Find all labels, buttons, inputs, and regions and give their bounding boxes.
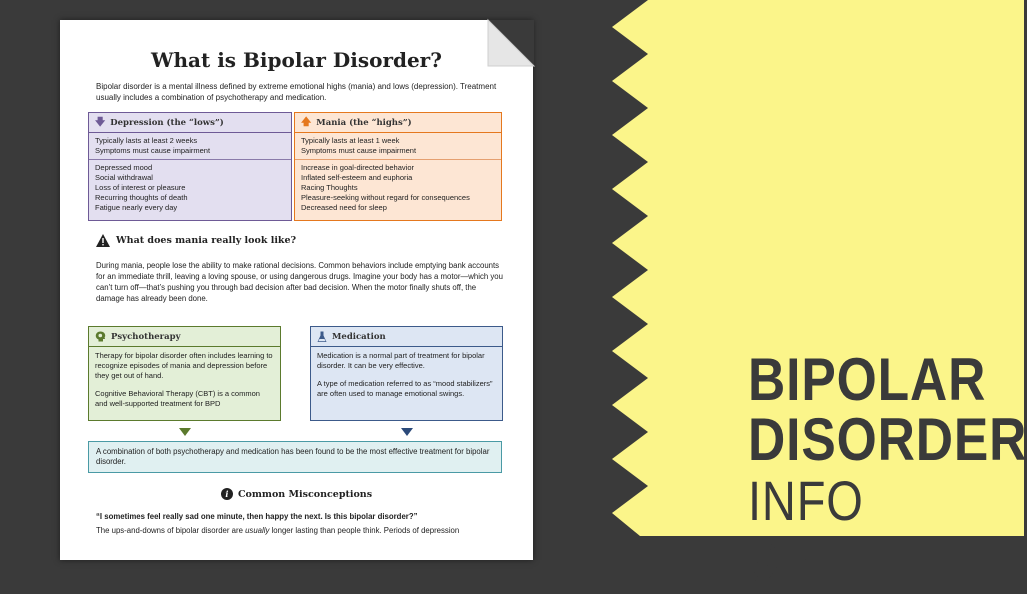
mania-heading: Mania (the “highs”) <box>316 117 412 128</box>
arrow-down-icon: 🡇 <box>95 116 106 128</box>
page-fold-corner <box>488 20 534 66</box>
list-item: Decreased need for sleep <box>301 203 387 212</box>
psychotherapy-paragraph-2: Cognitive Behavioral Therapy (CBT) is a common and well-supported treatment for BPD <box>95 389 260 408</box>
warning-icon <box>96 234 110 247</box>
flask-icon <box>317 331 327 343</box>
list-item: Racing Thoughts <box>301 183 358 192</box>
list-item: Typically lasts at least 1 week <box>301 136 400 145</box>
depression-box <box>88 112 292 221</box>
intro-text: Bipolar disorder is a mental illness defined by extreme emotional highs (mania) and lows (depression). Treatment usually includes a combination of psychotherapy and medication. <box>96 82 497 102</box>
medication-header <box>311 327 502 347</box>
mania-symptoms <box>295 159 501 216</box>
answer-text-start: The ups-and-downs of bipolar disorder are <box>96 526 246 535</box>
mania-section-text: During mania, people lose the ability to make rational decisions. Common behaviors include emptying bank accounts for an immediate thrill, leaving a loving spouse, or using dangerous drugs. Imagine your body has a motor—which you can’t turn off—that’s pushing you through bad decision after bad decision. When the motor finally shuts off, the damage has already been done. <box>96 261 503 303</box>
psychotherapy-body <box>89 347 280 413</box>
list-item: Loss of interest or pleasure <box>95 183 186 192</box>
head-icon <box>95 331 106 342</box>
triangle-down-icon <box>401 428 413 436</box>
depression-symptoms <box>89 159 291 216</box>
medication-paragraph-1: Medication is a normal part of treatment for bipolar disorder. It can be very effective. <box>317 351 485 370</box>
list-item: Pleasure-seeking without regard for consequences <box>301 193 470 202</box>
mania-section-title: What does mania really look like? <box>116 235 297 246</box>
medication-heading: Medication <box>332 331 386 342</box>
mania-criteria <box>295 133 501 159</box>
mania-box <box>294 112 502 221</box>
answer-emphasis: usually <box>245 526 270 535</box>
info-icon: i <box>221 488 233 500</box>
banner-line-2: DISORDER <box>748 406 1027 473</box>
answer-text-end: longer lasting than people think. Periods of depression <box>269 526 460 535</box>
misconceptions-heading <box>60 488 533 500</box>
depression-header <box>89 113 291 133</box>
list-item: Typically lasts at least 2 weeks <box>95 136 198 145</box>
psychotherapy-header <box>89 327 280 347</box>
list-item: Increase in goal-directed behavior <box>301 163 414 172</box>
depression-heading: Depression (the “lows”) <box>110 117 224 128</box>
list-item: Symptoms must cause impairment <box>95 146 211 155</box>
mania-header <box>295 113 501 133</box>
medication-paragraph-2: A type of medication referred to as “mood stabilizers” are often used to manage emotional swings. <box>317 379 493 398</box>
list-item: Fatigue nearly every day <box>95 203 178 212</box>
psychotherapy-box <box>88 326 281 421</box>
list-item: Recurring thoughts of death <box>95 193 188 202</box>
misconception-answer <box>96 525 516 536</box>
list-item: Inflated self-esteem and euphoria <box>301 173 413 182</box>
triangle-down-icon <box>179 428 191 436</box>
misconceptions-title: Common Misconceptions <box>237 488 373 500</box>
mania-section-heading <box>96 234 296 247</box>
list-item: Social withdrawal <box>95 173 153 182</box>
sheet-title: What is Bipolar Disorder? <box>151 48 442 72</box>
banner-title <box>748 346 1027 594</box>
banner-line-1: BIPOLAR <box>748 346 987 413</box>
depression-criteria <box>89 133 291 159</box>
medication-box <box>310 326 503 421</box>
info-sheet <box>60 20 533 560</box>
misconception-question: “I sometimes feel really sad one minute, then happy the next. Is this bipolar disorder?” <box>96 512 418 521</box>
list-item: Depressed mood <box>95 163 153 172</box>
medication-body <box>311 347 502 403</box>
combined-treatment-box: A combination of both psychotherapy and medication has been found to be the most effective treatment for bipolar disorder. <box>88 441 502 473</box>
banner-line-3: INFO SHEET <box>748 469 910 594</box>
psychotherapy-paragraph-1: Therapy for bipolar disorder often includes learning to recognize episodes of mania and depression before they get out of hand. <box>95 351 273 380</box>
list-item: Symptoms must cause impairment <box>301 146 417 155</box>
arrow-up-icon: 🡅 <box>301 116 312 128</box>
psychotherapy-heading: Psychotherapy <box>111 331 181 342</box>
